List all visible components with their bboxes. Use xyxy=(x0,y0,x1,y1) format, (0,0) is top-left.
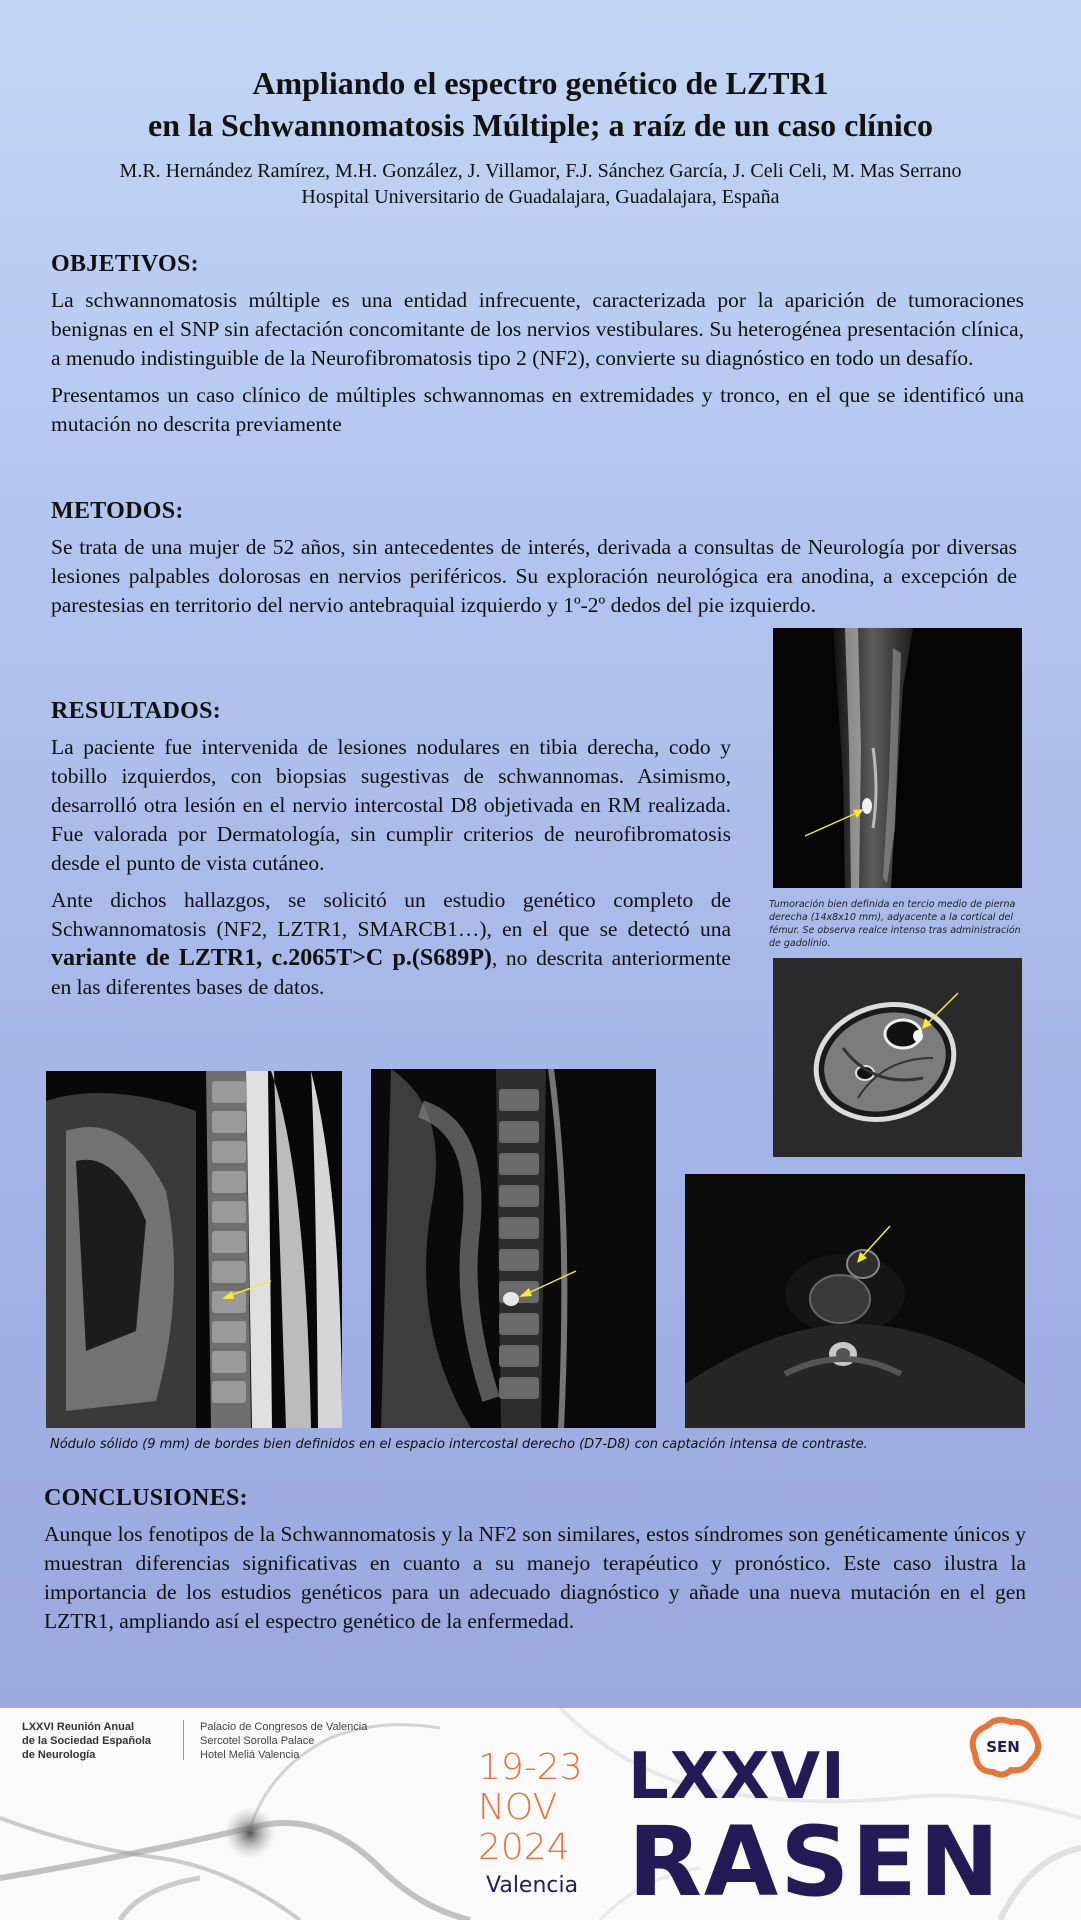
conclusiones-section xyxy=(44,1520,1026,1636)
date-days: 19-23 xyxy=(478,1747,583,1788)
objetivos-section xyxy=(51,286,1024,439)
poster-title xyxy=(0,62,1081,146)
sen-logo-text: SEN xyxy=(986,1738,1020,1756)
org-line-1: LXXVI Reunión Anual xyxy=(22,1721,135,1733)
objetivos-heading: OBJETIVOS: xyxy=(51,251,199,277)
org-line-3: de Neurología xyxy=(22,1749,96,1761)
resultados-p2-before: Ante dichos hallazgos, se solicitó un estudio genético completo de Schwannomatosis (NF2, LZTR1, SMARCB1…), en el que se detectó una xyxy=(51,888,731,941)
affiliation: Hospital Universitario de Guadalajara, Guadalajara, España xyxy=(301,186,780,208)
metodos-paragraph: Se trata de una mujer de 52 años, sin antecedentes de interés, derivada a consultas de Neurología por diversas lesiones palpables dolorosas en nervios periféricos. Su exploración neurológica era anodina, a excepción de parestesias en territorio del nervio antebraquial izquierdo y 1º-2º dedos del pie izquierdo. xyxy=(51,535,1017,617)
congress-venues xyxy=(200,1720,367,1762)
objetivos-paragraph-2: Presentamos un caso clínico de múltiples schwannomas en extremidades y tronco, en el que se identificó una mutación no descrita previamente xyxy=(51,383,1024,436)
resultados-p2-after: , no descrita anteriormente en las diferentes bases de datos. xyxy=(51,946,731,999)
congress-org-name xyxy=(22,1720,151,1762)
spine-mri-caption: Nódulo sólido (9 mm) de bordes bien definidos en el espacio intercostal derecho (D7-D8) con captación intensa de contraste. xyxy=(50,1437,868,1452)
venue-1: Palacio de Congresos de Valencia xyxy=(200,1721,368,1733)
leg-mri-caption: Tumoración bien definida en tercio medio de pierna derecha (14x8x10 mm), adyacente a la cortical del fémur. Se observa realce intenso tras administración de gadolinio. xyxy=(769,899,1021,949)
conclusiones-paragraph: Aunque los fenotipos de la Schwannomatosis y la NF2 son similares, estos síndromes son genéticamente únicos y muestran diferencias significativas en cuanto a su manejo terapéutico y pronóstico. Este caso ilustra la importancia de los estudios genéticos para un adecuado diagnóstico y añade una nueva mutación en el gen LZTR1, ampliando así el espectro genético de la enfermedad. xyxy=(44,1522,1026,1633)
congress-city: Valencia xyxy=(486,1873,579,1898)
congress-dates xyxy=(478,1748,583,1868)
objetivos-paragraph-1: La schwannomatosis múltiple es una entidad infrecuente, caracterizada por la aparición de tumoraciones benignas en el SNP sin afectación concomitante de los nervios vestibulares. Su heterogénea presentación clínica, a menudo indistinguible de la Neurofibromatosis tipo 2 (NF2), convierte su diagnóstico en todo un desafío. xyxy=(51,288,1024,370)
title-line-1: Ampliando el espectro genético de LZTR1 xyxy=(252,65,829,101)
date-month: NOV xyxy=(478,1787,558,1828)
venue-3: Hotel Meliá Valencia xyxy=(200,1749,300,1761)
leg-axial-mri-image xyxy=(773,958,1022,1157)
congress-footer xyxy=(0,1708,1081,1920)
resultados-heading: RESULTADOS: xyxy=(51,698,222,724)
venue-2: Sercotel Sorolla Palace xyxy=(200,1735,315,1747)
footer-divider xyxy=(183,1720,184,1760)
authors: M.R. Hernández Ramírez, M.H. González, J. Villamor, F.J. Sánchez García, J. Celi Celi, M. Mas Serrano xyxy=(119,160,962,182)
resultados-paragraph-1: La paciente fue intervenida de lesiones nodulares en tibia derecha, codo y tobillo izquierdos, con biopsias sugestivas de schwannomas. Asimismo, desarrolló otra lesión en el nervio intercostal D8 objetivada en RM realizada. Fue valorada por Dermatología, sin cumplir criterios de neurofibromatosis desde el punto de vista cutáneo. xyxy=(51,735,731,875)
org-line-2: de la Sociedad Española xyxy=(22,1735,151,1747)
authors-block xyxy=(0,158,1081,210)
leg-sagittal-mri-image xyxy=(773,628,1022,888)
resultados-section xyxy=(51,733,731,1002)
sen-logo xyxy=(963,1714,1043,1782)
date-year: 2024 xyxy=(478,1827,570,1868)
rasen-logo-word: RASEN xyxy=(628,1806,1002,1918)
title-line-2: en la Schwannomatosis Múltiple; a raíz de un caso clínico xyxy=(148,107,933,143)
lztr1-variant: variante de LZTR1, c.2065T>C p.(S689P) xyxy=(51,945,492,971)
rasen-logo-numeral: LXXVI xyxy=(628,1740,846,1814)
spine-t1-contrast-sagittal-image xyxy=(371,1069,656,1428)
metodos-section xyxy=(51,533,1017,620)
brain-icon xyxy=(963,1714,1043,1782)
metodos-heading: METODOS: xyxy=(51,498,184,524)
spine-t2-sagittal-image xyxy=(46,1071,342,1428)
thoracic-axial-mri-image xyxy=(685,1174,1025,1428)
resultados-paragraph-2 xyxy=(51,886,731,1002)
conclusiones-heading: CONCLUSIONES: xyxy=(44,1485,248,1511)
